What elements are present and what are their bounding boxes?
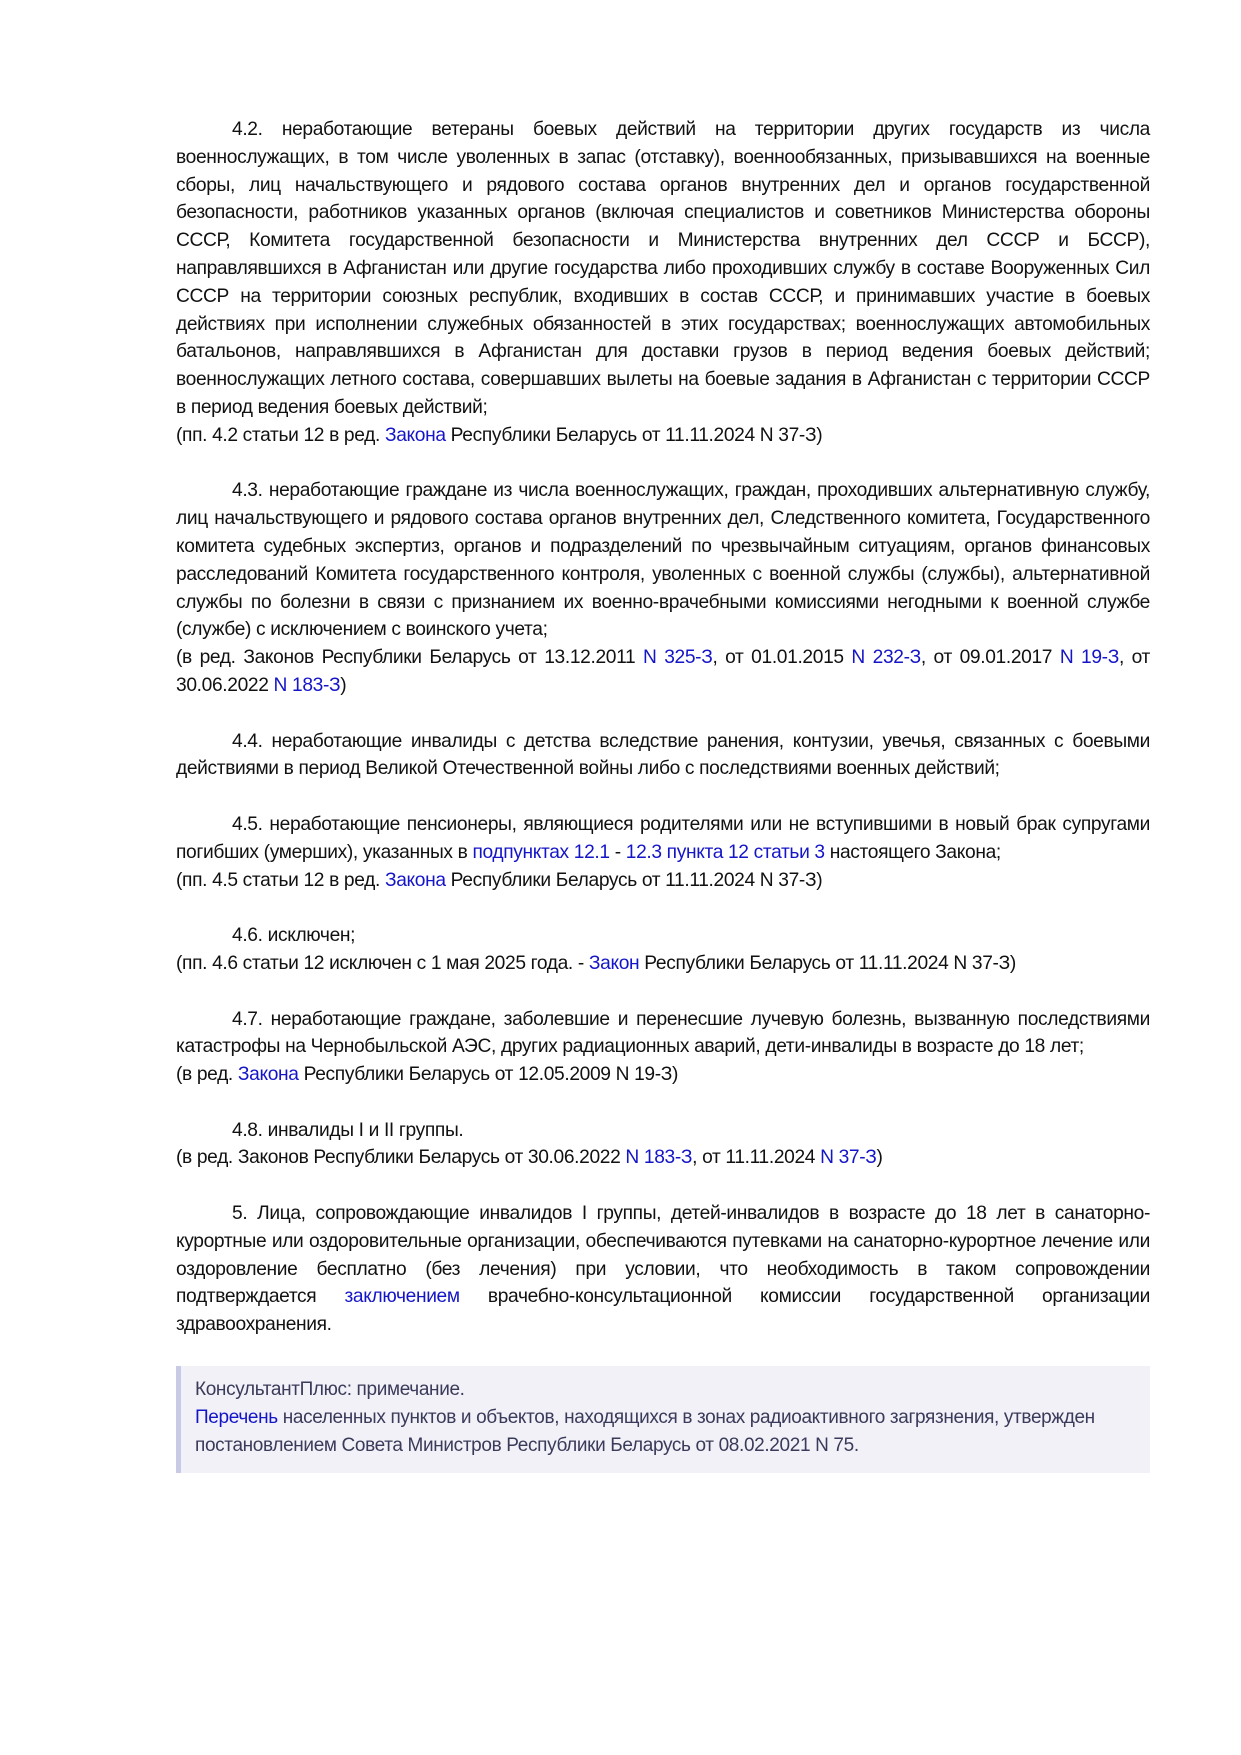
spacer [176, 450, 1150, 478]
amendment-text: , от 09.01.2017 [920, 647, 1060, 669]
note-text: населенных пунктов и объектов, находящихся в зонах радиоактивного загрязнения, утвержден постановлением Совета Министров Республики Беларусь от 08.02.2021 N 75. [195, 1406, 1095, 1456]
law-link-183[interactable]: N 183-З [625, 1147, 693, 1169]
paragraph-4-8: 4.8. инвалиды I и II группы. [232, 1119, 464, 1141]
amendment-text: ) [876, 1147, 883, 1169]
amendment-note-4-6 [176, 950, 1150, 978]
paragraph-4-6: 4.6. исключен; [232, 925, 356, 947]
amendment-note-4-8 [176, 1144, 1150, 1172]
law-link[interactable]: Закона [237, 1064, 299, 1086]
document-page [176, 116, 1150, 1473]
amendment-text: , от 11.11.2024 [692, 1147, 821, 1169]
subpoint-link-12-1[interactable]: подпунктах 12.1 [472, 841, 610, 863]
conclusion-link[interactable]: заключением [344, 1286, 460, 1308]
amendment-text: (в ред. Законов Республики Беларусь от 30.06.2022 [176, 1147, 626, 1169]
note-body [195, 1404, 1136, 1460]
paragraph-4-4: 4.4. неработающие инвалиды с детства вследствие ранения, контузии, увечья, связанных с боевыми действиями в период Великой Отечественной войны либо с последствиями военных действий; [176, 730, 1150, 780]
amendment-text: (в ред. Законов Республики Беларусь от 13.12.2011 [176, 647, 644, 669]
note-title: КонсультантПлюс: примечание. [195, 1379, 465, 1401]
amendment-text: Республики Беларусь от 11.11.2024 N 37-З) [445, 424, 823, 446]
paragraph-text: 4.5. неработающие пенсионеры, являющиеся родителями или не вступившими в новый брак супругами погибших (умерших), указанных в [176, 813, 1150, 863]
amendment-note-4-2 [176, 422, 1150, 450]
paragraph-4-3: 4.3. неработающие граждане из числа военнослужащих, граждан, проходивших альтернативную службу, лиц начальствующего и рядового состава органов внутренних дел, Следственного комитета, Государственного комитета судебных экспертиз, органов и подразделений по чрезвычайным ситуациям, органов финансовых расследований Комитета государственного контроля, уволенных с военной службы (службы), альтернативной службы по болезни в связи с признанием их военно-врачебными комиссиями негодными к военной службе (службе) с исключением с воинского учета; [176, 480, 1150, 641]
law-link[interactable]: Закон [588, 952, 640, 974]
spacer [176, 894, 1150, 922]
amendment-note-4-3 [176, 644, 1150, 700]
law-link-232[interactable]: N 232-З [851, 647, 921, 669]
law-link-183[interactable]: N 183-З [273, 674, 341, 696]
law-link-37[interactable]: N 37-З [820, 1147, 877, 1169]
list-link[interactable]: Перечень [195, 1406, 278, 1428]
amendment-note-4-5 [176, 867, 1150, 895]
paragraph-text: 5. Лица, сопровождающие инвалидов I группы, детей-инвалидов в возрасте до 18 лет в санаторно-курортные или оздоровительные организации, обеспечиваются путевками на санаторно-курортное лечение или оздоровление бесплатно (без лечения) при условии, что необходимость в таком сопровождении подтверждается [176, 1203, 1150, 1308]
paragraph-text: настоящего Закона; [824, 841, 1001, 863]
amendment-text: , от 01.01.2015 [712, 647, 852, 669]
amendment-text: Республики Беларусь от 12.05.2009 N 19-З) [298, 1064, 679, 1086]
amendment-text: ) [340, 674, 347, 696]
amendment-note-4-7 [176, 1061, 1150, 1089]
amendment-text: Республики Беларусь от 11.11.2024 N 37-З) [639, 952, 1016, 974]
paragraph-5 [176, 1200, 1150, 1339]
amendment-text: (в ред. [176, 1064, 238, 1086]
spacer [176, 1089, 1150, 1117]
law-link-325[interactable]: N 325-З [643, 647, 713, 669]
amendment-text: , от 30.06.2022 [176, 647, 1150, 696]
spacer [176, 978, 1150, 1006]
amendment-text: Республики Беларусь от 11.11.2024 N 37-З) [445, 869, 823, 891]
paragraph-text: - [609, 841, 626, 863]
amendment-text: (пп. 4.6 статьи 12 исключен с 1 мая 2025 года. - [176, 952, 589, 974]
amendment-text: (пп. 4.2 статьи 12 в ред. [176, 424, 385, 446]
law-link-19[interactable]: N 19-З [1059, 647, 1119, 669]
paragraph-4-5 [176, 811, 1150, 867]
paragraph-4-7: 4.7. неработающие граждане, заболевшие и перенесшие лучевую болезнь, вызванную последствиями катастрофы на Чернобыльской АЭС, других радиационных аварий, дети-инвалиды в возрасте до 18 лет; [176, 1008, 1150, 1058]
law-link[interactable]: Закона [384, 424, 446, 446]
law-link[interactable]: Закона [384, 869, 446, 891]
paragraph-text: врачебно-консультационной комиссии государственной организации здравоохранения. [176, 1286, 1150, 1336]
spacer [176, 783, 1150, 811]
spacer [176, 1172, 1150, 1200]
amendment-text: (пп. 4.5 статьи 12 в ред. [176, 869, 385, 891]
consultant-plus-note [176, 1366, 1150, 1473]
subpoint-link-12-3[interactable]: 12.3 пункта 12 статьи 3 [625, 841, 825, 863]
paragraph-4-2: 4.2. неработающие ветераны боевых действий на территории других государств из числа военнослужащих, в том числе уволенных в запас (отставку), военнообязанных, призывавшихся на военные сборы, лиц начальствующего и рядового состава органов внутренних дел и органов государственной безопасности, работников указанных органов (включая специалистов и советников Министерства обороны СССР, Комитета государственной безопасности и Министерства внутренних дел СССР и БССР), направлявшихся в Афганистан или другие государства либо проходивших службу в составе Вооруженных Сил СССР на территории союзных республик, входивших в состав СССР, и принимавших участие в боевых действиях при исполнении служебных обязанностей в этих государствах; военнослужащих автомобильных батальонов, направлявшихся в Афганистан для доставки грузов в период ведения боевых действий; военнослужащих летного состава, совершавших вылеты на боевые задания в Афганистан с территории СССР в период ведения боевых действий; [176, 119, 1150, 418]
spacer [176, 700, 1150, 728]
